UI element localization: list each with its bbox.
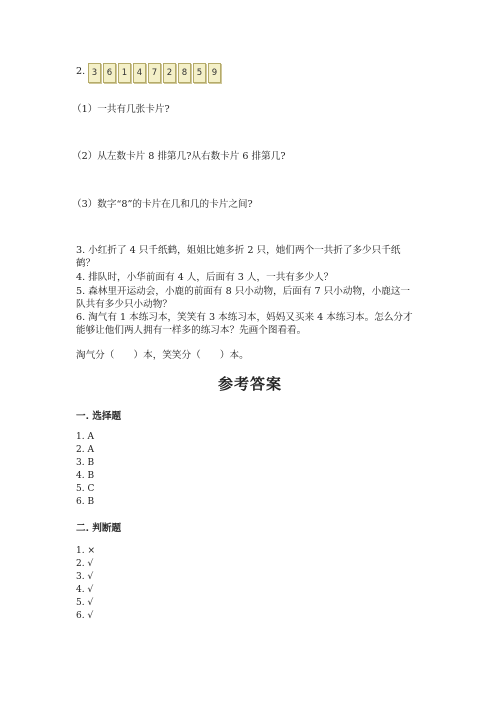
number-card: 4 <box>133 63 146 83</box>
number-card: 6 <box>103 63 116 83</box>
answer-item: 4. B <box>76 471 95 481</box>
question-4: 4. 排队时，小华前面有 4 人，后面有 3 人，一共有多少人？ <box>76 272 334 283</box>
number-card: 7 <box>148 63 161 83</box>
answer-item: 6. B <box>76 497 95 507</box>
number-card: 9 <box>208 63 221 83</box>
number-card: 5 <box>193 63 206 83</box>
question-5-line-2: 队共有多少只小动物？ <box>76 299 172 310</box>
question-5-line-1: 5. 森林里开运动会，小鹿的前面有 8 只小动物，后面有 7 只小动物，小鹿这一 <box>76 286 411 297</box>
section-heading-judgement: 二. 判断题 <box>76 523 122 534</box>
number-card: 3 <box>88 63 101 83</box>
answer-item: 2. A <box>76 445 94 455</box>
question-6-line-1: 6. 淘气有 1 本练习本，笑笑有 3 本练习本，妈妈又买来 4 本练习本。怎么分才 <box>76 312 413 323</box>
number-card: 8 <box>178 63 191 83</box>
answer-item: 2. √ <box>76 559 94 569</box>
answer-item: 1. A <box>76 432 94 442</box>
answer-item: 1. × <box>76 546 95 556</box>
question-6-fill-blank: 淘气分（ ）本，笑笑分（ ）本。 <box>76 350 249 361</box>
question-2-part-3: （3）数字“8”的卡片在几和几的卡片之间? <box>72 199 253 210</box>
answer-item: 4. √ <box>76 585 94 595</box>
answer-item: 6. √ <box>76 611 94 621</box>
question-2-number: 2. <box>76 66 86 77</box>
question-2-part-2: （2）从左数卡片 8 排第几?从右数卡片 6 排第几? <box>72 151 286 162</box>
number-card: 1 <box>118 63 131 83</box>
question-3-line-1: 3. 小红折了 4 只千纸鹤，姐姐比她多折 2 只，她们两个一共折了多少只千纸 <box>76 245 401 256</box>
question-3-line-2: 鹤？ <box>76 258 96 269</box>
question-2-part-1: （1）一共有几张卡片? <box>72 104 170 115</box>
answer-item: 5. √ <box>76 598 94 608</box>
answer-item: 3. √ <box>76 572 94 582</box>
answer-item: 5. C <box>76 484 95 494</box>
number-card: 2 <box>163 63 176 83</box>
answer-item: 3. B <box>76 458 95 468</box>
number-cards <box>88 63 221 83</box>
question-6-line-2: 能够让他们两人拥有一样多的练习本？先画个图看看。 <box>76 325 307 336</box>
answer-key-title: 参考答案 <box>217 375 282 393</box>
section-heading-choice: 一. 选择题 <box>76 411 122 422</box>
